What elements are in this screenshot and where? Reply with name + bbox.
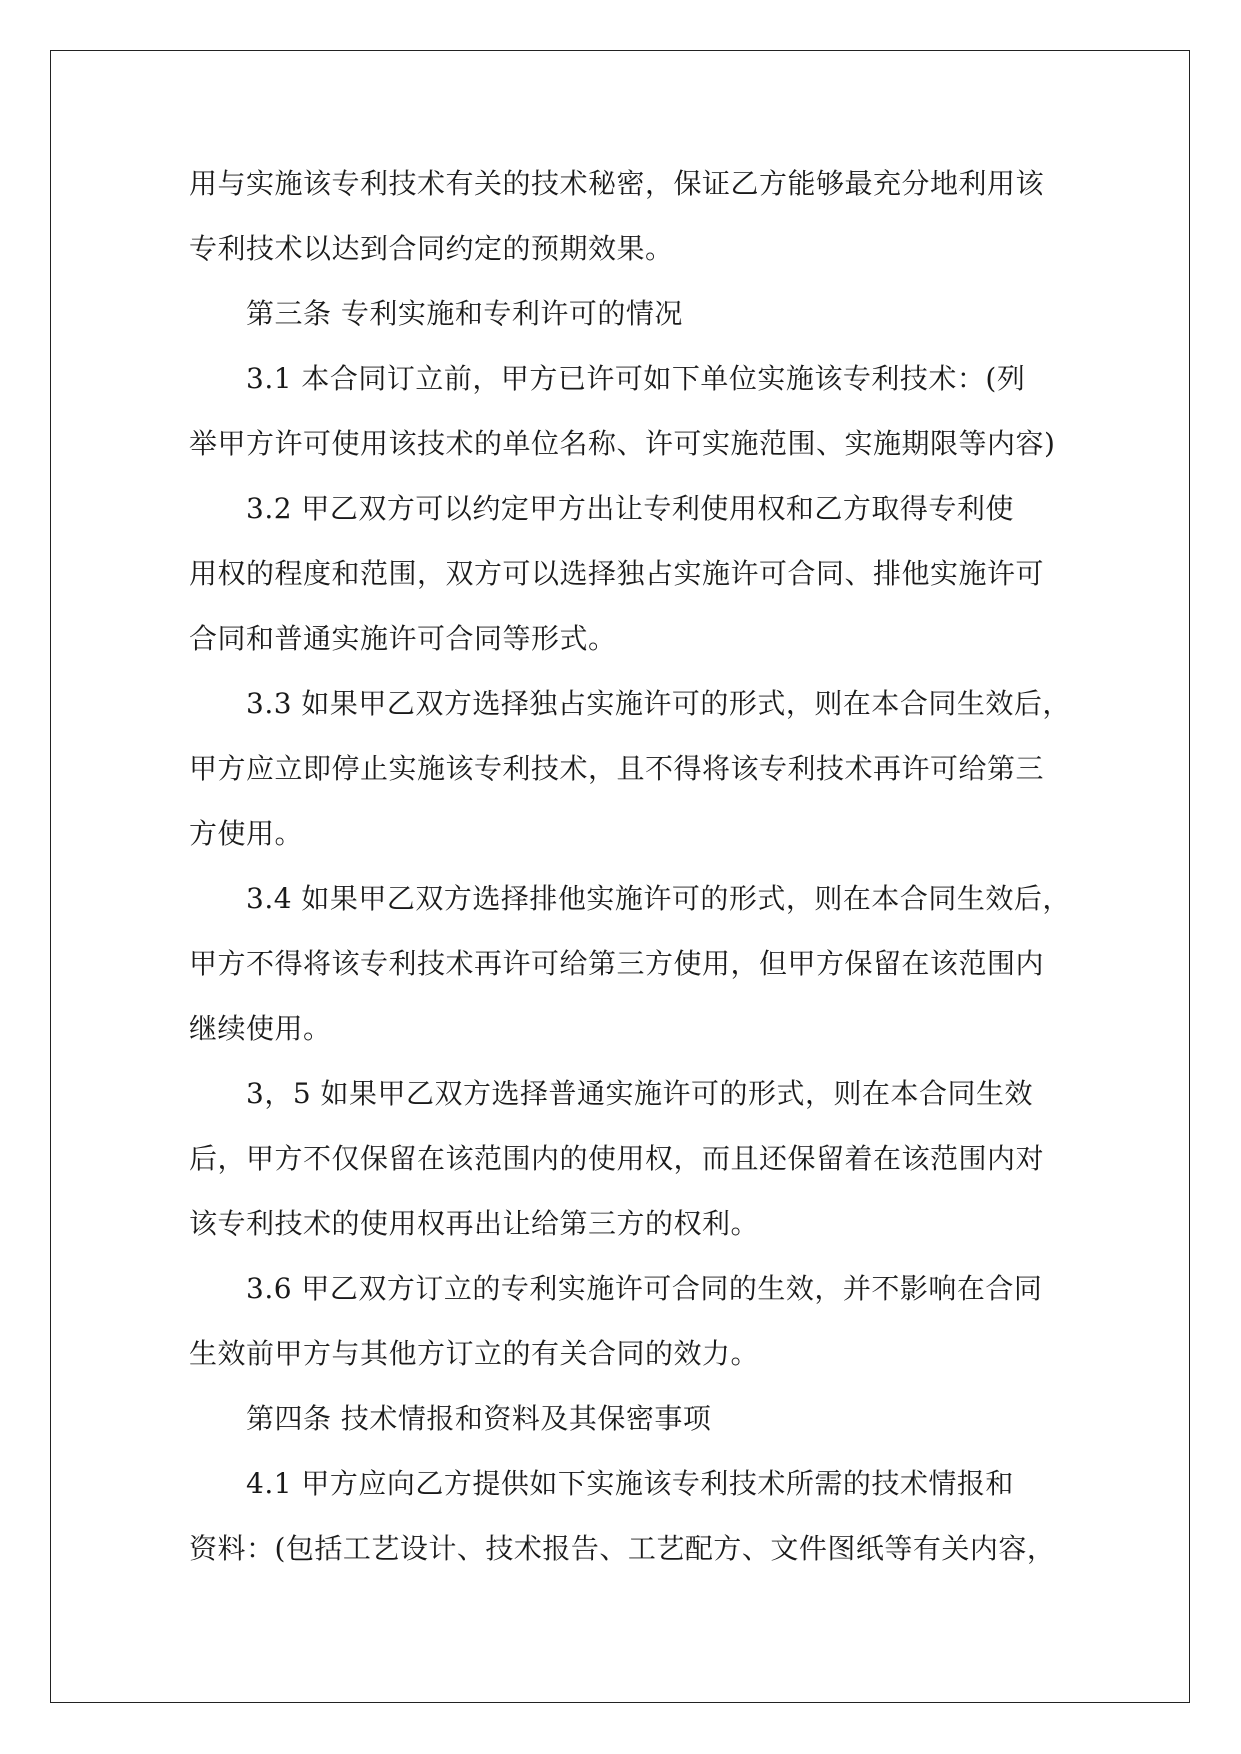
- text-line: 用与实施该专利技术有关的技术秘密，保证乙方能够最充分地利用该: [189, 167, 1045, 200]
- text-line: 甲方不得将该专利技术再许可给第三方使用，但甲方保留在该范围内: [189, 947, 1045, 980]
- text-line: 该专利技术的使用权再出让给第三方的权利。: [189, 1207, 760, 1240]
- text-line: 3.4 如果甲乙双方选择排他实施许可的形式，则在本合同生效后，: [246, 882, 1071, 915]
- text-line: 3.6 甲乙双方订立的专利实施许可合同的生效，并不影响在合同: [246, 1272, 1043, 1305]
- text-line: 甲方应立即停止实施该专利技术，且不得将该专利技术再许可给第三: [189, 752, 1045, 785]
- text-line: 专利技术以达到合同约定的预期效果。: [189, 232, 674, 265]
- text-line: 第四条 技术情报和资料及其保密事项: [246, 1402, 712, 1435]
- text-line: 4.1 甲方应向乙方提供如下实施该专利技术所需的技术情报和: [246, 1467, 1014, 1500]
- text-line: 3.3 如果甲乙双方选择独占实施许可的形式，则在本合同生效后，: [246, 687, 1071, 720]
- document-body: [189, 158, 1071, 1588]
- text-line: 用权的程度和范围，双方可以选择独占实施许可合同、排他实施许可: [189, 557, 1045, 590]
- text-line: 继续使用。: [189, 1012, 332, 1045]
- text-line: 3，5 如果甲乙双方选择普通实施许可的形式，则在本合同生效: [246, 1077, 1034, 1110]
- text-line: 3.2 甲乙双方可以约定甲方出让专利使用权和乙方取得专利使: [246, 492, 1014, 525]
- text-line: 方使用。: [189, 817, 304, 850]
- text-line: 3.1 本合同订立前，甲方已许可如下单位实施该专利技术：(列: [246, 362, 1026, 395]
- text-line: 举甲方许可使用该技术的单位名称、许可实施范围、实施期限等内容): [189, 427, 1056, 460]
- text-line: 合同和普通实施许可合同等形式。: [189, 622, 617, 655]
- text-line: 第三条 专利实施和专利许可的情况: [246, 297, 683, 330]
- text-line: 后，甲方不仅保留在该范围内的使用权，而且还保留着在该范围内对: [189, 1142, 1045, 1175]
- text-line: 生效前甲方与其他方订立的有关合同的效力。: [189, 1337, 760, 1370]
- text-line: 资料：(包括工艺设计、技术报告、工艺配方、文件图纸等有关内容，: [189, 1532, 1056, 1565]
